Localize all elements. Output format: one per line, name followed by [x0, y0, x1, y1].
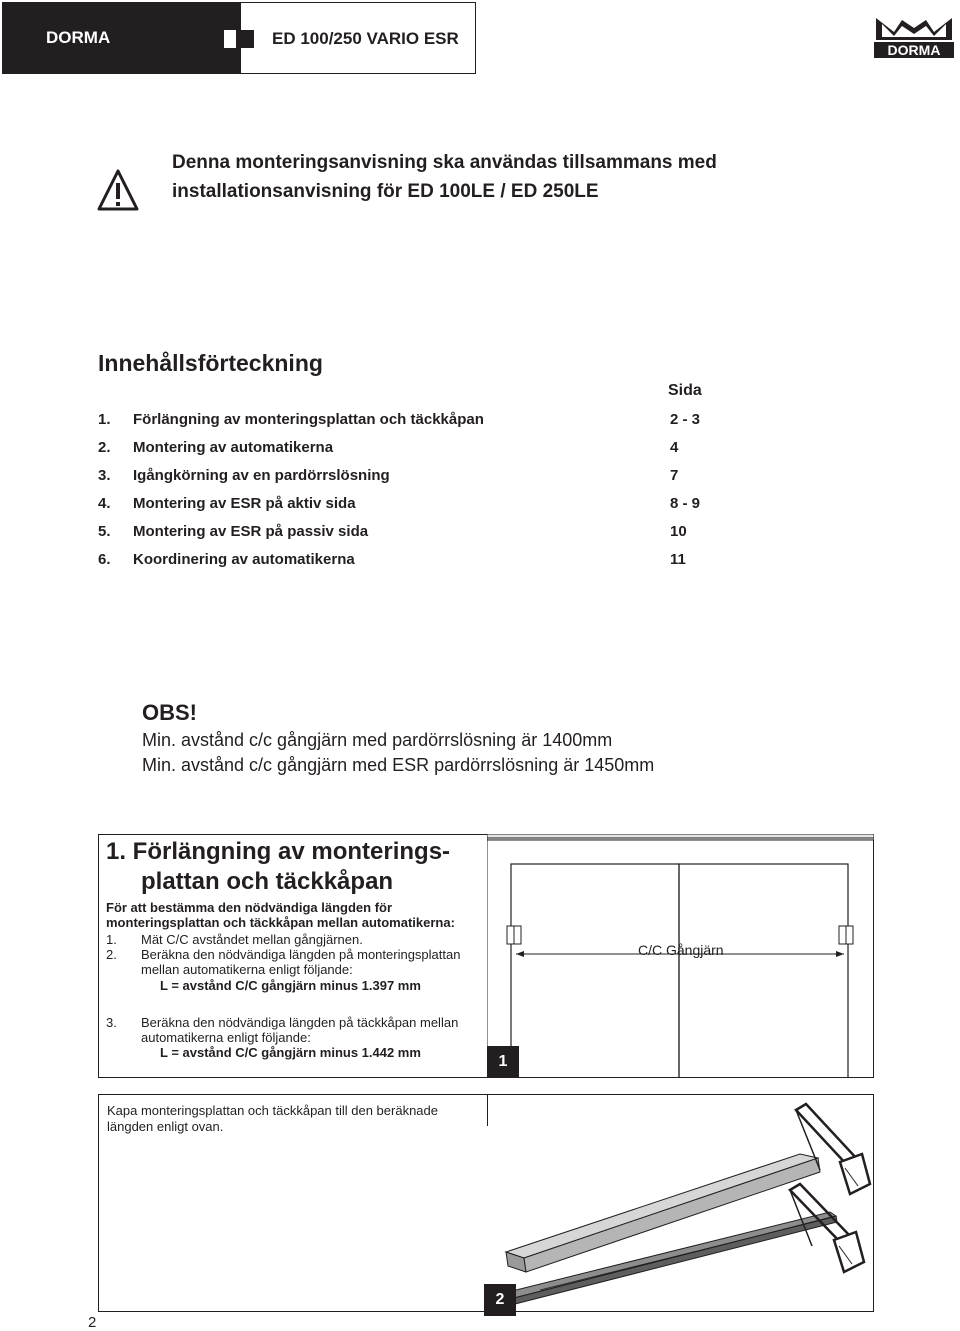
figure1-number: 1	[487, 1046, 519, 1078]
toc-item-number: 4.	[98, 495, 111, 512]
toc-item-number: 6.	[98, 551, 111, 568]
toc-title: Innehållsförteckning	[98, 350, 323, 376]
toc-item-label: Igångkörning av en pardörrslösning	[133, 467, 390, 484]
toc-item-number: 2.	[98, 439, 111, 456]
step3-formula: L = avstånd C/C gångjärn minus 1.442 mm	[160, 1045, 421, 1060]
toc-item-page: 7	[670, 467, 679, 484]
section2-text-line1: Kapa monteringsplattan och täckkåpan till den beräknade	[107, 1103, 438, 1118]
step2-number: 2.	[106, 947, 117, 962]
step1-number: 1.	[106, 932, 117, 947]
section2-text-line2: längden enligt ovan.	[107, 1119, 224, 1134]
obs-line1: Min. avstånd c/c gångjärn med pardörrslösning är 1400mm	[142, 730, 613, 750]
obs-title: OBS!	[142, 700, 197, 725]
toc-item-number: 5.	[98, 523, 111, 540]
section1-title-line1: 1. Förlängning av monterings-	[106, 838, 451, 865]
toc-item-page: 10	[670, 523, 687, 540]
figure1-label: C/C Gångjärn	[638, 942, 724, 958]
step3-text-line1: Beräkna den nödvändiga längden på täckkåpan mellan	[141, 1015, 459, 1030]
toc-item-page: 8 - 9	[670, 495, 701, 512]
warning-text-line1: Denna monteringsanvisning ska användas tillsammans med	[172, 152, 717, 173]
step2-formula: L = avstånd C/C gångjärn minus 1.397 mm	[160, 978, 421, 993]
toc-item-page: 11	[670, 551, 686, 568]
toc-item-label: Montering av ESR på passiv sida	[133, 523, 369, 540]
section1-title-line2: plattan och täckkåpan	[141, 868, 394, 895]
toc-item-page: 2 - 3	[670, 411, 701, 428]
header-model: ED 100/250 VARIO ESR	[272, 29, 459, 48]
page-number: 2	[88, 1314, 97, 1331]
warning-text-line2: installationsanvisning för ED 100LE / ED 250LE	[172, 181, 599, 202]
toc-page-header: Sida	[668, 382, 702, 399]
obs-line2: Min. avstånd c/c gångjärn med ESR pardörrslösning är 1450mm	[142, 755, 655, 775]
toc-item-label: Montering av automatikerna	[133, 439, 334, 456]
section1-intro-line2: monteringsplattan och täckkåpan mellan automatikerna:	[106, 915, 455, 930]
warning-icon	[97, 168, 139, 212]
header-brand: DORMA	[46, 28, 111, 47]
toc-item-number: 1.	[98, 411, 111, 428]
toc-item-label: Koordinering av automatikerna	[133, 551, 355, 568]
step3-text-line2: automatikerna enligt följande:	[141, 1030, 311, 1045]
figure2-saw-cutting-icon	[500, 1096, 872, 1310]
step2-text-line1: Beräkna den nödvändiga längden på monteringsplattan	[141, 947, 461, 962]
toc-item-label: Montering av ESR på aktiv sida	[133, 495, 356, 512]
figure2-number: 2	[484, 1284, 516, 1316]
step3-number: 3.	[106, 1015, 117, 1030]
toc-item-label: Förlängning av monteringsplattan och täckkåpan	[133, 411, 484, 428]
step1-text: Mät C/C avståndet mellan gångjärnen.	[141, 932, 363, 947]
toc-item-number: 3.	[98, 467, 111, 484]
step2-text-line2: mellan automatikerna enligt följande:	[141, 962, 353, 977]
svg-text:DORMA: DORMA	[887, 42, 941, 58]
dorma-logo-icon	[872, 14, 956, 60]
header-squares-icon	[224, 30, 254, 48]
section1-intro-line1: För att bestämma den nödvändiga längden för	[106, 900, 393, 915]
toc-item-page: 4	[670, 439, 679, 456]
section2-divider	[487, 1094, 488, 1126]
